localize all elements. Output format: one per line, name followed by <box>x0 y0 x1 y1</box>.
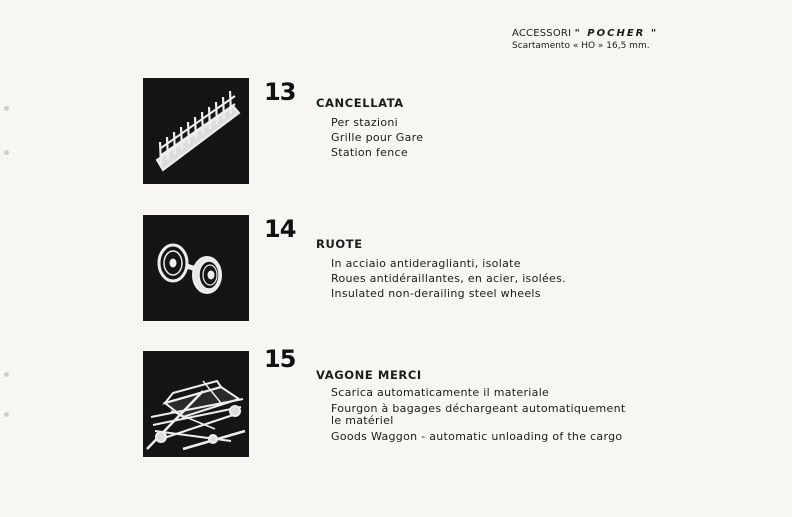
header-line-1 <box>512 28 658 41</box>
page-header <box>512 28 658 52</box>
binder-hole <box>4 372 9 377</box>
item-description <box>331 256 566 301</box>
item-title: CANCELLATA <box>316 96 404 110</box>
wheelset-illustration <box>143 215 249 321</box>
description-line: Per stazioni <box>331 116 399 129</box>
description-line: In acciaio antideraglianti, isolate <box>331 257 521 270</box>
description-line: le matériel <box>331 414 394 427</box>
description-line: Grille pour Gare <box>331 131 424 144</box>
binder-hole <box>4 106 9 111</box>
item-title: VAGONE MERCI <box>316 368 422 382</box>
item-description <box>331 387 626 443</box>
item-number: 14 <box>264 215 296 243</box>
description-line: Station fence <box>331 146 408 159</box>
item-description <box>331 115 423 160</box>
item-number: 13 <box>264 78 296 106</box>
header-brand: " POCHER " <box>574 28 659 39</box>
fence-illustration <box>143 78 249 184</box>
binder-hole <box>4 412 9 417</box>
item-number: 15 <box>264 345 296 373</box>
description-line: Fourgon à bagages déchargeant automatiquement <box>331 401 626 415</box>
goods-waggon-illustration <box>143 351 249 457</box>
description-line: Roues antidéraillantes, en acier, isolées. <box>331 272 566 285</box>
description-line: Goods Waggon - automatic unloading of the cargo <box>331 429 623 443</box>
description-line: Scarica automaticamente il materiale <box>331 386 550 399</box>
description-line: Insulated non-derailing steel wheels <box>331 287 541 300</box>
header-prefix: ACCESSORI <box>512 28 572 39</box>
binder-hole <box>4 150 9 155</box>
item-title: RUOTE <box>316 237 363 251</box>
header-gauge: Scartamento « HO » 16,5 mm. <box>512 40 650 51</box>
